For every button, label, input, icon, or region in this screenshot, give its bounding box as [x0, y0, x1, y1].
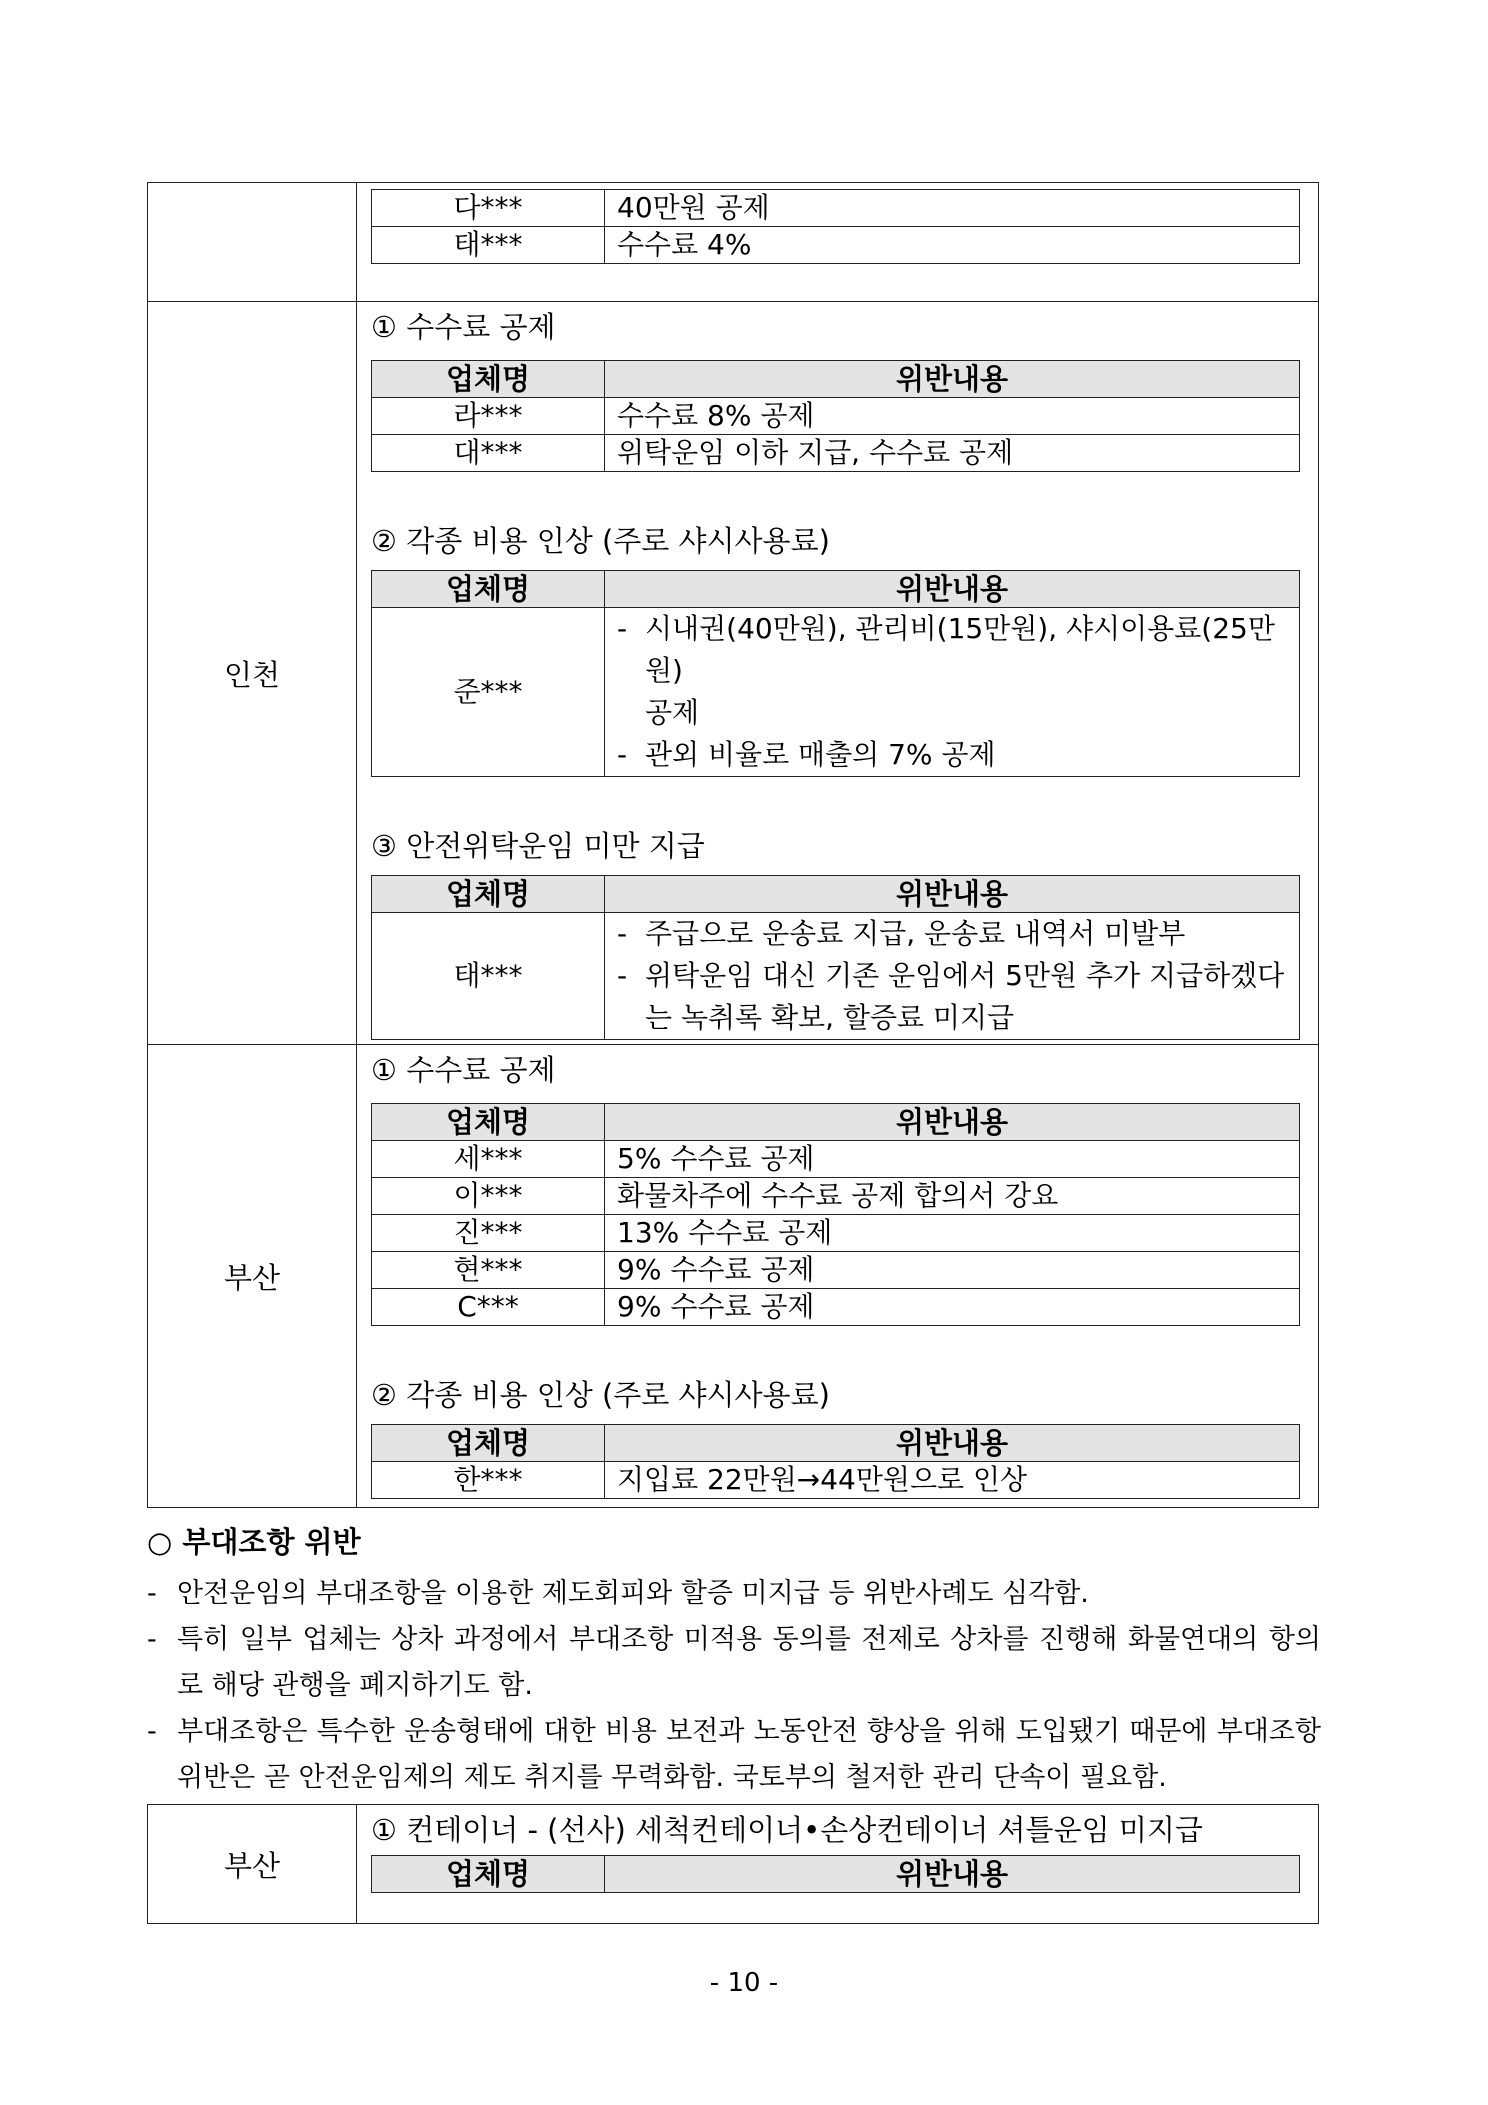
paragraph: - 안전운임의 부대조항을 이용한 제도회피와 할증 미지급 등 위반사례도 심각함.	[147, 1578, 1089, 1609]
violation-cell: 화물차주에 수수료 공제 합의서 강요	[605, 1178, 1300, 1215]
continuation-row	[148, 183, 1319, 302]
violation-table	[147, 182, 1319, 1508]
header-violation: 위반내용	[605, 1856, 1300, 1893]
table-row	[372, 435, 1300, 472]
violation-cell: 지입료 22만원→44만원으로 인상	[605, 1462, 1300, 1499]
region-busan: 부산	[148, 1045, 357, 1508]
section-subsidiary-clause	[147, 1517, 1347, 1801]
violation-cell: 9% 수수료 공제	[605, 1252, 1300, 1289]
violation-cell: - 주급으로 운송료 지급, 운송료 내역서 미발부 - 위탁운임 대신 기존 운임에서 5만원 추가 지급하겠다 는 녹취록 확보, 할증료 미지급	[605, 913, 1300, 1040]
table-row	[372, 1462, 1300, 1499]
inner-table	[371, 1424, 1300, 1499]
table-row	[372, 398, 1300, 435]
busan-row	[148, 1805, 1319, 1924]
company-cell: 진***	[372, 1215, 605, 1252]
subsection-title: ① 수수료 공제	[371, 310, 556, 344]
company-cell: 다***	[372, 190, 605, 227]
subsection-title: ② 각종 비용 인상 (주로 샤시사용료)	[371, 524, 830, 558]
subsection-title: ① 컨테이너 - (선사) 세척컨테이너•손상컨테이너 셔틀운임 미지급	[371, 1813, 1203, 1847]
header-company: 업체명	[372, 1856, 605, 1893]
header-row	[372, 1104, 1300, 1141]
company-cell: 한***	[372, 1462, 605, 1499]
incheon-row	[148, 302, 1319, 1045]
subsection-title: ② 각종 비용 인상 (주로 샤시사용료)	[371, 1378, 830, 1412]
header-row	[372, 876, 1300, 913]
header-company: 업체명	[372, 876, 605, 913]
section-title: ○ 부대조항 위반	[147, 1525, 361, 1559]
company-cell: 라***	[372, 398, 605, 435]
violation-cell: 5% 수수료 공제	[605, 1141, 1300, 1178]
header-row	[372, 571, 1300, 608]
region-cell-empty	[148, 183, 357, 302]
company-cell: 태***	[372, 913, 605, 1040]
page-number: - 10 -	[709, 1968, 779, 1998]
inner-table	[371, 1103, 1300, 1326]
table-row	[372, 227, 1300, 264]
violation-cell: 13% 수수료 공제	[605, 1215, 1300, 1252]
company-cell: 이***	[372, 1178, 605, 1215]
header-company: 업체명	[372, 1425, 605, 1462]
violation-table-2	[147, 1804, 1319, 1924]
header-row	[372, 1425, 1300, 1462]
subsection-title: ③ 안전위탁운임 미만 지급	[371, 829, 705, 863]
header-violation: 위반내용	[605, 361, 1300, 398]
header-violation: 위반내용	[605, 1104, 1300, 1141]
violation-cell: - 시내권(40만원), 관리비(15만원), 샤시이용료(25만원) 공제 - 관외 비율로 매출의 7% 공제	[605, 608, 1300, 777]
inner-table	[371, 360, 1300, 472]
table-row	[372, 190, 1300, 227]
table-row	[372, 1289, 1300, 1326]
paragraph: - 특히 일부 업체는 상차 과정에서 부대조항 미적용 동의를 전제로 상차를 진행해 화물연대의 항의로 해당 관행을 폐지하기도 함.	[147, 1624, 1321, 1701]
header-company: 업체명	[372, 361, 605, 398]
violation-cell: 9% 수수료 공제	[605, 1289, 1300, 1326]
header-violation: 위반내용	[605, 876, 1300, 913]
company-cell: 세***	[372, 1141, 605, 1178]
table-row	[372, 1178, 1300, 1215]
violation-cell: 40만원 공제	[605, 190, 1300, 227]
header-row	[372, 361, 1300, 398]
table-row	[372, 1141, 1300, 1178]
company-cell: 준***	[372, 608, 605, 777]
busan-row	[148, 1045, 1319, 1508]
paragraph: - 부대조항은 특수한 운송형태에 대한 비용 보전과 노동안전 향상을 위해 도입됐기 때문에 부대조항 위반은 곧 안전운임제의 제도 취지를 무력화함. 국토부의 철저한 관리 단속이 필요함.	[147, 1716, 1321, 1793]
table-row	[372, 913, 1300, 1040]
table-row	[372, 608, 1300, 777]
continuation-inner-table	[371, 189, 1300, 264]
inner-table	[371, 875, 1300, 1040]
header-violation: 위반내용	[605, 1425, 1300, 1462]
violation-cell: 위탁운임 이하 지급, 수수료 공제	[605, 435, 1300, 472]
header-row	[372, 1856, 1300, 1893]
subsection-title: ① 수수료 공제	[371, 1053, 556, 1087]
inner-table	[371, 1855, 1300, 1893]
inner-table	[371, 570, 1300, 777]
table-row	[372, 1215, 1300, 1252]
company-cell: 태***	[372, 227, 605, 264]
company-cell: C***	[372, 1289, 605, 1326]
header-violation: 위반내용	[605, 571, 1300, 608]
header-company: 업체명	[372, 571, 605, 608]
region-incheon: 인천	[148, 302, 357, 1045]
company-cell: 대***	[372, 435, 605, 472]
company-cell: 현***	[372, 1252, 605, 1289]
region-busan: 부산	[148, 1805, 357, 1924]
header-company: 업체명	[372, 1104, 605, 1141]
violation-cell: 수수료 4%	[605, 227, 1300, 264]
violation-cell: 수수료 8% 공제	[605, 398, 1300, 435]
table-row	[372, 1252, 1300, 1289]
